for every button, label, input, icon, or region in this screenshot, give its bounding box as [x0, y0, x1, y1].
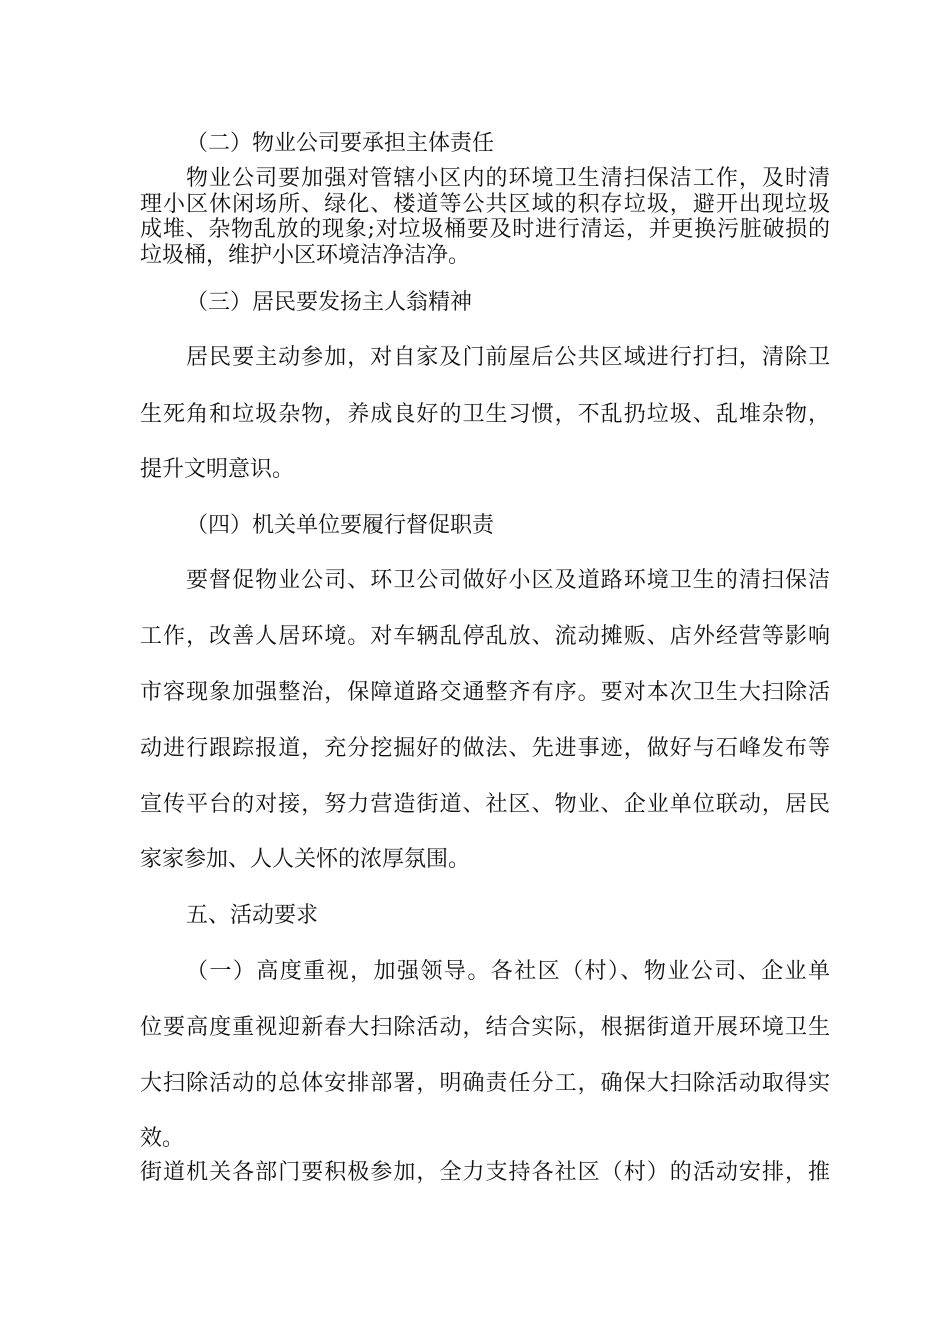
paragraph-line: 家家参加、人人关怀的浓厚氛围。 — [140, 847, 471, 872]
paragraph-line: 工作，改善人居环境。对车辆乱停乱放、流动摊贩、店外经营等影响 — [140, 624, 830, 649]
paragraph-line: 物业公司要加强对管辖小区内的环境卫生清扫保洁工作，及时清 — [186, 166, 830, 191]
paragraph-line: 街道机关各部门要积极参加，全力支持各社区（村）的活动安排，推 — [140, 1160, 830, 1185]
paragraph-line: 市容现象加强整治，保障道路交通整齐有序。要对本次卫生大扫除活 — [140, 680, 830, 705]
paragraph-line: 效。 — [140, 1126, 185, 1151]
paragraph-line: 居民要主动参加，对自家及门前屋后公共区域进行打扫，清除卫 — [186, 345, 830, 370]
paragraph-line: 提升文明意识。 — [140, 457, 295, 482]
section-heading-requirements: 五、活动要求 — [186, 903, 319, 928]
section-heading-agencies: （四）机关单位要履行督促职责 — [186, 513, 495, 538]
paragraph-line: 理小区休闲场所、绿化、楼道等公共区域的积存垃圾，避开出现垃圾 — [140, 192, 830, 217]
paragraph-line: 动进行跟踪报道，充分挖掘好的做法、先进事迹，做好与石峰发布等 — [140, 736, 830, 761]
paragraph-line: 生死角和垃圾杂物，养成良好的卫生习惯，不乱扔垃圾、乱堆杂物， — [140, 402, 830, 427]
paragraph-line: 成堆、杂物乱放的现象;对垃圾桶要及时进行清运，并更换污脏破损的 — [140, 217, 830, 242]
paragraph-line: 垃圾桶，维护小区环境洁净洁净。 — [140, 243, 471, 268]
section-heading-property-company: （二）物业公司要承担主体责任 — [186, 131, 495, 156]
paragraph-line: 要督促物业公司、环卫公司做好小区及道路环境卫生的清扫保洁 — [186, 568, 830, 593]
paragraph-line: 宣传平台的对接，努力营造街道、社区、物业、企业单位联动，居民 — [140, 792, 830, 817]
section-heading-residents: （三）居民要发扬主人翁精神 — [186, 290, 473, 315]
paragraph-line: 位要高度重视迎新春大扫除活动，结合实际，根据街道开展环境卫生 — [140, 1015, 830, 1040]
paragraph-line: 大扫除活动的总体安排部署，明确责任分工，确保大扫除活动取得实 — [140, 1071, 830, 1096]
paragraph-line: （一）高度重视，加强领导。各社区（村）、物业公司、企业单 — [186, 959, 830, 984]
